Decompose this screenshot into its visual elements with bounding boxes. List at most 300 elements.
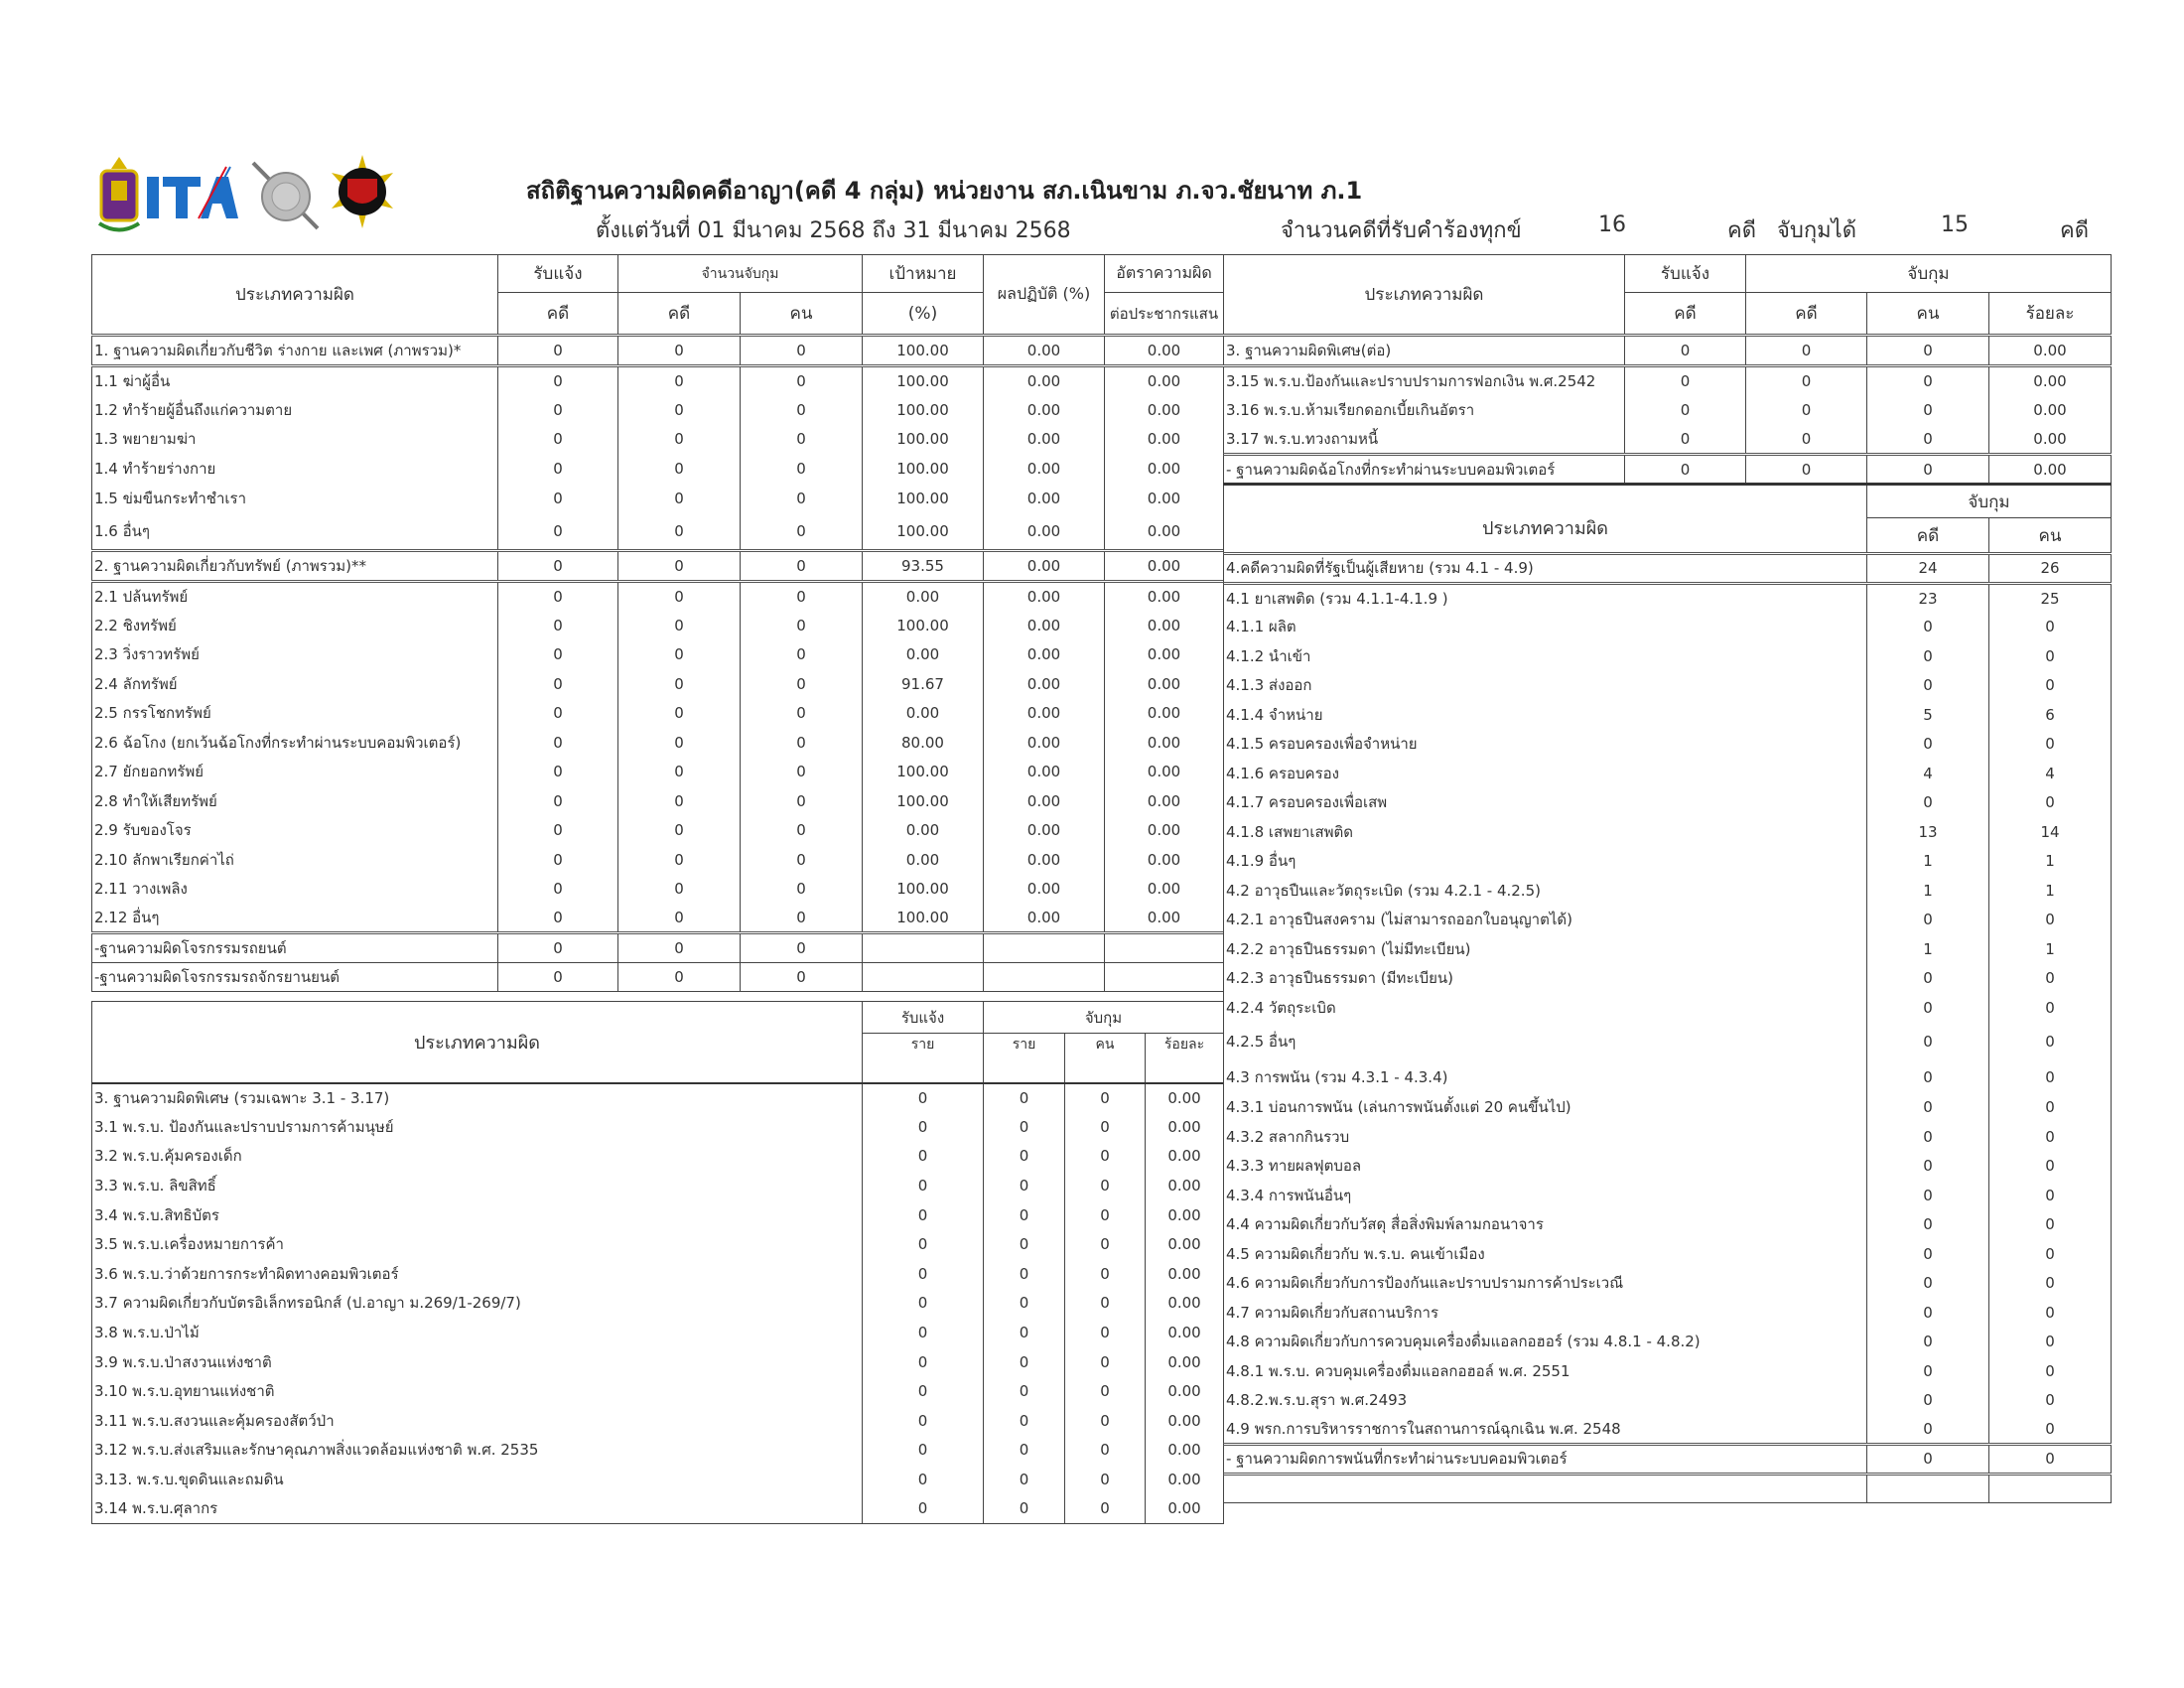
table-row (1224, 425, 2112, 455)
arrested-cases: 0 (1867, 1181, 1989, 1210)
target-percent: 0.00 (863, 845, 984, 875)
rate-per-100k: 0.00 (1105, 582, 1224, 612)
rate-per-100k: 0.00 (1105, 366, 1224, 396)
performance-percent (984, 933, 1105, 963)
performance-percent: 0.00 (984, 395, 1105, 425)
logos-svg (89, 149, 407, 238)
arrested-cases (1867, 1474, 1989, 1503)
arrested-persons: 0 (741, 699, 863, 729)
row-label: 3.3 พ.ร.บ. ลิขสิทธิ์ (92, 1171, 863, 1200)
arrested-cases: 0 (1867, 1122, 1989, 1152)
rate-per-100k: 0.00 (1105, 640, 1224, 670)
arrested-count: 0 (984, 1406, 1065, 1436)
row-label: 4.2.5 อื่นๆ (1224, 1023, 1867, 1061)
arrested-percent: 0.00 (1146, 1200, 1224, 1230)
arrested-percent: 0.00 (1146, 1142, 1224, 1172)
reported-cases: 0 (498, 816, 618, 846)
arrested-persons: 0 (1065, 1376, 1146, 1406)
row-label: 4.1.6 ครอบครอง (1224, 759, 1867, 788)
arrested-cases: 0 (618, 395, 741, 425)
arrested-persons: 0 (1065, 1259, 1146, 1289)
arrested-cases: 13 (1867, 817, 1989, 847)
arrested-persons: 0 (1065, 1494, 1146, 1524)
table-row (92, 962, 1224, 992)
reported-count: 0 (863, 1112, 984, 1142)
col-header-type: ประเภทความผิด (92, 255, 498, 336)
arrested-persons: 0 (1989, 641, 2112, 671)
performance-percent: 0.00 (984, 904, 1105, 933)
table-row (1224, 1386, 2112, 1416)
arrested-cases: 0 (618, 699, 741, 729)
target-percent (863, 962, 984, 992)
arrested-count: 0 (984, 1171, 1065, 1200)
row-label: 4.1 ยาเสพติด (รวม 4.1.1-4.1.9 ) (1224, 583, 1867, 613)
reported-cases: 0 (498, 845, 618, 875)
page-title: สถิติฐานความผิดคดีอาญา(คดี 4 กลุ่ม) หน่วยงาน สภ.เนินขาม ภ.จว.ชัยนาท ภ.1 (526, 177, 1363, 205)
arrested-persons: 0 (1867, 454, 1989, 485)
arrested-cases: 5 (1867, 700, 1989, 730)
arrested-cases: 0 (1867, 1239, 1989, 1269)
row-label: 3.15 พ.ร.บ.ป้องกันและปราบปรามการฟอกเงิน พ.ศ.2542 (1224, 366, 1625, 396)
reported-count: 0 (863, 1259, 984, 1289)
arrested-persons: 0 (1065, 1229, 1146, 1259)
table-row (92, 1376, 1224, 1406)
performance-percent: 0.00 (984, 845, 1105, 875)
row-label: 2.7 ยักยอกทรัพย์ (92, 758, 498, 787)
arrested-count: 0 (984, 1347, 1065, 1377)
reported-cases: 0 (1625, 336, 1746, 366)
table-row (92, 1171, 1224, 1200)
arrested-persons: 0 (741, 484, 863, 513)
table-row (1224, 1415, 2112, 1445)
complaints-value: 16 (1598, 212, 1626, 237)
reported-cases: 0 (1625, 454, 1746, 485)
row-label: -ฐานความผิดโจรกรรมรถจักรยานยนต์ (92, 962, 498, 992)
table-row (1224, 817, 2112, 847)
col-header-arrested: จับกุม (1867, 485, 2112, 518)
row-label: 4.1.4 จำหน่าย (1224, 700, 1867, 730)
col-header-arrested-cases: คดี (1746, 293, 1867, 336)
rate-per-100k: 0.00 (1105, 786, 1224, 816)
table-row (92, 845, 1224, 875)
row-label: 3.6 พ.ร.บ.ว่าด้วยการกระทำผิดทางคอมพิวเตอร์ (92, 1259, 863, 1289)
arrested-cases: 0 (1746, 366, 1867, 396)
table-row (92, 336, 1224, 366)
arrested-count: 0 (984, 1465, 1065, 1494)
performance-percent: 0.00 (984, 816, 1105, 846)
arrested-percent: 0.00 (1989, 425, 2112, 455)
reported-count: 0 (863, 1171, 984, 1200)
row-label: 2. ฐานความผิดเกี่ยวกับทรัพย์ (ภาพรวม)** (92, 551, 498, 582)
table-row (1224, 1152, 2112, 1182)
arrested-cases: 0 (1867, 1298, 1989, 1328)
arrested-persons: 0 (1989, 1445, 2112, 1475)
table-row (92, 611, 1224, 640)
arrested-persons: 0 (1989, 906, 2112, 935)
arrested-persons: 0 (1989, 730, 2112, 760)
arrested-cases: 0 (618, 962, 741, 992)
table-row (1224, 583, 2112, 613)
table-row (1224, 964, 2112, 994)
arrested-percent: 0.00 (1146, 1465, 1224, 1494)
row-label: 4.3.2 สลากกินรวบ (1224, 1122, 1867, 1152)
arrested-percent: 0.00 (1146, 1112, 1224, 1142)
arrested-cases: 0 (1867, 906, 1989, 935)
arrested-count: 0 (984, 1142, 1065, 1172)
col-header-reported-cases: คดี (498, 293, 618, 336)
arrested-cases: 0 (1746, 336, 1867, 366)
target-percent: 100.00 (863, 484, 984, 513)
arrested-count: 0 (984, 1083, 1065, 1113)
arrested-persons: 0 (741, 758, 863, 787)
arrested-percent: 0.00 (1146, 1229, 1224, 1259)
arrested-cases: 0 (1867, 1415, 1989, 1445)
arrested-persons: 0 (1989, 993, 2112, 1023)
row-label: 3.1 พ.ร.บ. ป้องกันและปราบปรามการค้ามนุษย์ (92, 1112, 863, 1142)
row-label (1224, 1474, 1867, 1503)
table-row (1224, 336, 2112, 366)
row-label: 3.12 พ.ร.บ.ส่งเสริมและรักษาคุณภาพสิ่งแวดล้อมแห่งชาติ พ.ศ. 2535 (92, 1436, 863, 1466)
reported-count: 0 (863, 1347, 984, 1377)
col-header-reported-cases: คดี (1625, 293, 1746, 336)
arrested-persons (1989, 1474, 2112, 1503)
table-row (1224, 1445, 2112, 1475)
reported-cases: 0 (498, 699, 618, 729)
target-percent: 100.00 (863, 611, 984, 640)
arrested-percent: 0.00 (1146, 1436, 1224, 1466)
arrested-cases: 0 (618, 513, 741, 551)
target-percent: 100.00 (863, 366, 984, 396)
arrested-persons: 0 (1867, 336, 1989, 366)
arrested-persons: 0 (741, 551, 863, 582)
table-row (1224, 1269, 2112, 1299)
rate-per-100k (1105, 962, 1224, 992)
performance-percent: 0.00 (984, 875, 1105, 905)
table-row (1224, 847, 2112, 877)
arrested-cases: 0 (1867, 1093, 1989, 1123)
table-row (1224, 1210, 2112, 1240)
arrested-persons: 0 (1989, 964, 2112, 994)
rate-per-100k: 0.00 (1105, 611, 1224, 640)
table-row (1224, 613, 2112, 642)
table-row (1224, 906, 2112, 935)
reported-count: 0 (863, 1436, 984, 1466)
arrested-persons: 14 (1989, 817, 2112, 847)
row-label: 2.12 อื่นๆ (92, 904, 498, 933)
performance-percent: 0.00 (984, 669, 1105, 699)
row-label: 4.3.4 การพนันอื่นๆ (1224, 1181, 1867, 1210)
row-label: 4.3.1 บ่อนการพนัน (เล่นการพนันตั้งแต่ 20 คนขึ้นไป) (1224, 1093, 1867, 1123)
row-label: 4.4 ความผิดเกี่ยวกับวัสดุ สื่อสิ่งพิมพ์ลามกอนาจาร (1224, 1210, 1867, 1240)
reported-count: 0 (863, 1289, 984, 1319)
arrested-persons: 0 (1989, 1152, 2112, 1182)
table-row (92, 1083, 1224, 1113)
table-row (92, 425, 1224, 455)
performance-percent: 0.00 (984, 611, 1105, 640)
arrested-persons: 0 (1065, 1406, 1146, 1436)
reported-count: 0 (863, 1465, 984, 1494)
arrested-persons: 0 (741, 962, 863, 992)
table-row (1224, 1093, 2112, 1123)
row-label: 2.9 รับของโจร (92, 816, 498, 846)
row-label: 1.4 ทำร้ายร่างกาย (92, 454, 498, 484)
row-label: -ฐานความผิดโจรกรรมรถยนต์ (92, 933, 498, 963)
table-row (1224, 1239, 2112, 1269)
reported-cases: 0 (498, 366, 618, 396)
arrested-percent: 0.00 (1146, 1494, 1224, 1524)
arrested-persons: 0 (1989, 1061, 2112, 1093)
row-label: 3.4 พ.ร.บ.สิทธิบัตร (92, 1200, 863, 1230)
reported-count: 0 (863, 1318, 984, 1347)
arrested-cases: 0 (1867, 671, 1989, 701)
arrested-persons: 0 (1065, 1171, 1146, 1200)
arrested-persons: 0 (1989, 1415, 2112, 1445)
arrested-count: 0 (984, 1112, 1065, 1142)
row-label: 3.13. พ.ร.บ.ขุดดินและถมดิน (92, 1465, 863, 1494)
table-row (92, 513, 1224, 551)
arrested-cases: 0 (618, 933, 741, 963)
row-label: 4.8.2.พ.ร.บ.สุรา พ.ศ.2493 (1224, 1386, 1867, 1416)
arrested-persons: 6 (1989, 700, 2112, 730)
reported-cases: 0 (498, 484, 618, 513)
arrested-cases: 0 (618, 366, 741, 396)
crime-stats-table-groups-1-2 (91, 254, 1224, 992)
table-row (92, 366, 1224, 396)
table-row (1224, 1474, 2112, 1503)
arrested-persons: 0 (741, 904, 863, 933)
col-header-performance: ผลปฏิบัติ (%) (984, 255, 1105, 336)
royal-thai-police-emblem-icon (99, 157, 139, 230)
col-header-arrested-cases: คดี (618, 293, 741, 336)
arrested-persons: 1 (1989, 876, 2112, 906)
row-label: 3.17 พ.ร.บ.ทวงถามหนี้ (1224, 425, 1625, 455)
row-label: 4.1.2 นำเข้า (1224, 641, 1867, 671)
arrested-persons: 0 (741, 845, 863, 875)
row-label: 4.1.5 ครอบครองเพื่อจำหน่าย (1224, 730, 1867, 760)
reported-cases: 0 (498, 669, 618, 699)
rate-per-100k: 0.00 (1105, 904, 1224, 933)
report-period: ตั้งแต่วันที่ 01 มีนาคม 2568 ถึง 31 มีนาคม 2568 (596, 218, 1071, 243)
performance-percent: 0.00 (984, 425, 1105, 455)
row-label: 4.1.9 อื่นๆ (1224, 847, 1867, 877)
arrested-persons: 0 (1989, 1023, 2112, 1061)
col-header-arrested: จับกุม (1746, 255, 2112, 293)
arrested-cases: 0 (618, 484, 741, 513)
reported-cases: 0 (498, 425, 618, 455)
row-label: 2.6 ฉ้อโกง (ยกเว้นฉ้อโกงที่กระทำผ่านระบบคอมพิวเตอร์) (92, 728, 498, 758)
row-label: 3.16 พ.ร.บ.ห้ามเรียกดอกเบี้ยเกินอัตรา (1224, 395, 1625, 425)
complaints-label: จำนวนคดีที่รับคำร้องทุกข์ (1281, 218, 1522, 243)
row-label: 2.5 กรรโชกทรัพย์ (92, 699, 498, 729)
row-label: 4.2.2 อาวุธปืนธรรมดา (ไม่มีทะเบียน) (1224, 934, 1867, 964)
table-row (92, 1494, 1224, 1524)
table-row (92, 904, 1224, 933)
arrested-cases: 0 (1867, 788, 1989, 818)
table-row (1224, 641, 2112, 671)
rate-per-100k: 0.00 (1105, 669, 1224, 699)
police-star-badge-icon (332, 155, 393, 228)
table-row (92, 1142, 1224, 1172)
arrested-persons: 0 (1065, 1347, 1146, 1377)
ita-logo-icon (147, 167, 238, 218)
arrested-persons: 0 (1989, 1122, 2112, 1152)
crime-stats-table-group-3 (91, 1001, 1224, 1524)
target-percent: 100.00 (863, 786, 984, 816)
arrested-persons: 0 (1989, 1093, 2112, 1123)
row-label: - ฐานความผิดการพนันที่กระทำผ่านระบบคอมพิวเตอร์ (1224, 1445, 1867, 1475)
row-label: 1. ฐานความผิดเกี่ยวกับชีวิต ร่างกาย และเพศ (ภาพรวม)* (92, 336, 498, 366)
arrested-value: 15 (1941, 212, 1969, 237)
table-row (1224, 395, 2112, 425)
performance-percent: 0.00 (984, 551, 1105, 582)
row-label: 3.7 ความผิดเกี่ยวกับบัตรอิเล็กทรอนิกส์ (ป.อาญา ม.269/1-269/7) (92, 1289, 863, 1319)
arrested-cases: 0 (1867, 641, 1989, 671)
arrested-persons: 0 (1065, 1112, 1146, 1142)
rate-per-100k: 0.00 (1105, 699, 1224, 729)
target-percent: 0.00 (863, 640, 984, 670)
table-row (92, 454, 1224, 484)
rate-per-100k: 0.00 (1105, 425, 1224, 455)
arrested-cases: 0 (618, 582, 741, 612)
row-label: 4.8.1 พ.ร.บ. ควบคุมเครื่องดื่มแอลกอฮอล์ พ.ศ. 2551 (1224, 1356, 1867, 1386)
table-row (1224, 993, 2112, 1023)
row-label: 2.4 ลักทรัพย์ (92, 669, 498, 699)
arrested-persons: 4 (1989, 759, 2112, 788)
table-row (92, 669, 1224, 699)
arrested-persons: 0 (741, 669, 863, 699)
performance-percent: 0.00 (984, 366, 1105, 396)
arrested-persons: 0 (1065, 1083, 1146, 1113)
arrested-persons: 0 (1065, 1200, 1146, 1230)
col-header-arrested-persons: คน (741, 293, 863, 336)
table-row (92, 786, 1224, 816)
arrested-cases: 0 (618, 758, 741, 787)
arrested-persons: 0 (1989, 1210, 2112, 1240)
arrested-persons: 0 (1065, 1318, 1146, 1347)
crime-stats-table-group-3-continued (1223, 254, 2112, 486)
reported-count: 0 (863, 1229, 984, 1259)
arrested-persons: 1 (1989, 847, 2112, 877)
arrested-count: 0 (984, 1289, 1065, 1319)
arrested-cases: 0 (1867, 1386, 1989, 1416)
row-label: 3.2 พ.ร.บ.คุ้มครองเด็ก (92, 1142, 863, 1172)
arrested-percent: 0.00 (1989, 395, 2112, 425)
row-label: 3.10 พ.ร.บ.อุทยานแห่งชาติ (92, 1376, 863, 1406)
arrested-cases: 0 (618, 336, 741, 366)
col-header-type: ประเภทความผิด (1224, 255, 1625, 336)
row-label: 2.3 วิ่งราวทรัพย์ (92, 640, 498, 670)
arrested-percent: 0.00 (1146, 1259, 1224, 1289)
rate-per-100k: 0.00 (1105, 551, 1224, 582)
arrested-persons: 0 (1989, 1269, 2112, 1299)
row-label: 3.8 พ.ร.บ.ป่าไม้ (92, 1318, 863, 1347)
table-row (92, 484, 1224, 513)
col-header-reported-unit: ราย (863, 1034, 984, 1083)
col-header-persons: คน (1989, 518, 2112, 554)
target-percent: 100.00 (863, 425, 984, 455)
table-row (92, 1289, 1224, 1319)
arrested-persons: 0 (1989, 671, 2112, 701)
row-label: 4.1.7 ครอบครองเพื่อเสพ (1224, 788, 1867, 818)
table-row (92, 1465, 1224, 1494)
arrested-count: 0 (984, 1200, 1065, 1230)
crime-stats-table-group-4 (1223, 483, 2112, 1503)
row-label: 4.5 ความผิดเกี่ยวกับ พ.ร.บ. คนเข้าเมือง (1224, 1239, 1867, 1269)
arrested-count: 0 (984, 1376, 1065, 1406)
rate-per-100k (1105, 933, 1224, 963)
arrested-persons: 0 (1989, 1181, 2112, 1210)
col-header-arrested: จับกุม (984, 1002, 1224, 1034)
target-percent: 91.67 (863, 669, 984, 699)
target-percent: 93.55 (863, 551, 984, 582)
row-label: 3.5 พ.ร.บ.เครื่องหมายการค้า (92, 1229, 863, 1259)
col-header-persons: คน (1867, 293, 1989, 336)
col-header-reported: รับแจ้ง (498, 255, 618, 293)
target-percent: 100.00 (863, 758, 984, 787)
target-percent: 100.00 (863, 336, 984, 366)
row-label: 3.9 พ.ร.บ.ป่าสงวนแห่งชาติ (92, 1347, 863, 1377)
col-header-type: ประเภทความผิด (1224, 485, 1867, 554)
col-header-target-percent: (%) (863, 293, 984, 336)
arrested-persons: 0 (1867, 366, 1989, 396)
arrested-cases: 0 (1867, 730, 1989, 760)
arrested-persons: 0 (1989, 613, 2112, 642)
arrested-persons: 0 (741, 395, 863, 425)
target-percent: 100.00 (863, 875, 984, 905)
target-percent: 100.00 (863, 395, 984, 425)
performance-percent: 0.00 (984, 728, 1105, 758)
row-label: 4.2.3 อาวุธปืนธรรมดา (มีทะเบียน) (1224, 964, 1867, 994)
arrested-persons: 0 (1989, 788, 2112, 818)
table-row (92, 1406, 1224, 1436)
arrested-persons: 0 (1867, 425, 1989, 455)
row-label: 4.3.3 ทายผลฟุตบอล (1224, 1152, 1867, 1182)
performance-percent: 0.00 (984, 786, 1105, 816)
row-label: 2.10 ลักพาเรียกค่าไถ่ (92, 845, 498, 875)
col-header-cases: คดี (1867, 518, 1989, 554)
col-header-rate: อัตราความผิด (1105, 255, 1224, 293)
arrested-persons: 0 (1989, 1356, 2112, 1386)
target-percent (863, 933, 984, 963)
table-row (1224, 1356, 2112, 1386)
arrested-percent: 0.00 (1989, 366, 2112, 396)
table-row (92, 1318, 1224, 1347)
arrested-percent: 0.00 (1989, 454, 2112, 485)
row-label: 3.11 พ.ร.บ.สงวนและคุ้มครองสัตว์ป่า (92, 1406, 863, 1436)
arrested-cases: 0 (618, 669, 741, 699)
arrested-cases: 0 (1867, 993, 1989, 1023)
arrested-persons: 0 (741, 816, 863, 846)
performance-percent: 0.00 (984, 640, 1105, 670)
arrested-persons: 0 (741, 875, 863, 905)
arrested-persons: 0 (741, 640, 863, 670)
arrested-cases: 0 (1746, 395, 1867, 425)
rate-per-100k: 0.00 (1105, 758, 1224, 787)
table-row (92, 1229, 1224, 1259)
arrested-cases: 0 (618, 728, 741, 758)
arrested-cases: 0 (1867, 1269, 1989, 1299)
row-label: 2.1 ปล้นทรัพย์ (92, 582, 498, 612)
performance-percent (984, 962, 1105, 992)
col-header-persons: คน (1065, 1034, 1146, 1083)
arrested-label: จับกุมได้ (1777, 218, 1857, 243)
reported-cases: 0 (498, 758, 618, 787)
reported-cases: 0 (498, 582, 618, 612)
table-row (1224, 700, 2112, 730)
table-row (1224, 1181, 2112, 1210)
arrested-cases: 0 (618, 786, 741, 816)
arrested-cases: 0 (618, 640, 741, 670)
